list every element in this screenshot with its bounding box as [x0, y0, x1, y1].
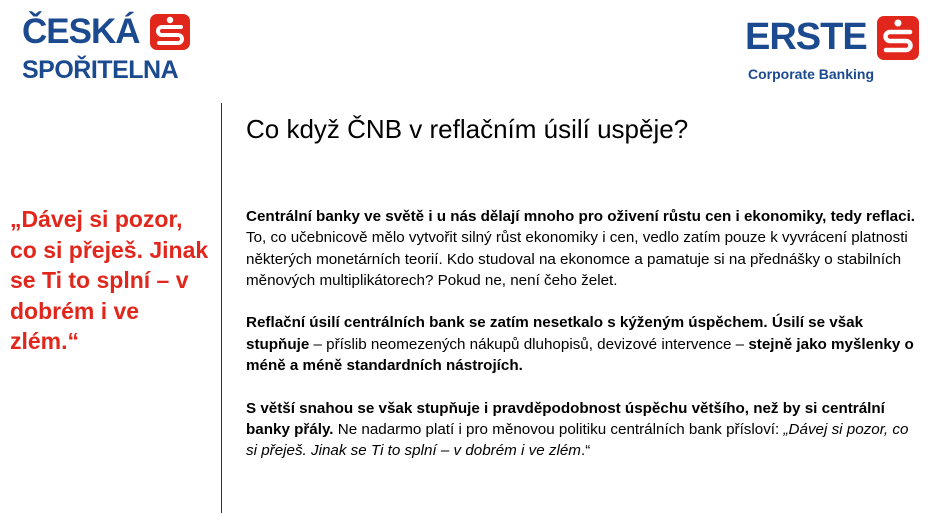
paragraph-2-bold-end: stejně jako myšlenky o méně a méně standardních nástrojích. [246, 335, 914, 375]
erste-logo-name: ERSTE [745, 16, 867, 58]
highlight-quote: „Dávej si pozor, co si přeješ. Jinak se Ti to splní – v dobrém i ve zlém.“ [10, 206, 209, 354]
paragraph-1 [246, 206, 918, 291]
vertical-divider [221, 103, 222, 513]
paragraph-2 [246, 312, 918, 376]
paragraph-3-rest: Ne nadarmo platí i pro měnovou politiku centrálních bank přísloví: [333, 420, 784, 438]
paragraph-1-bold: Centrální banky ve světě i u nás dělají mnoho pro oživení růstu cen i ekonomiky, tedy reflaci. [246, 208, 916, 225]
ceska-sporitelna-logo-line2: SPOŘITELNA [22, 56, 179, 84]
ceska-sporitelna-logo-line1: ČESKÁ [22, 12, 140, 51]
ceska-sporitelna-logo [22, 10, 194, 86]
erste-s-symbol-icon [877, 16, 919, 60]
body-text [246, 206, 918, 483]
sporitelna-s-symbol-icon [150, 14, 190, 50]
paragraph-2-mid: – příslib neomezených nákupů dluhopisů, devizové intervence – [309, 335, 749, 353]
page-title: Co když ČNB v reflačním úsilí uspěje? [246, 114, 689, 144]
paragraph-3 [246, 398, 918, 462]
paragraph-3-bold: S větší snahou se však stupňuje i pravděpodobnost úspěchu většího, než by si centrální banky přály. [246, 399, 885, 438]
erste-logo-subtitle: Corporate Banking [748, 66, 875, 82]
erste-logo [745, 10, 925, 86]
paragraph-1-rest: To, co učebnicově mělo vytvořit silný růst ekonomiky i cen, vedlo zatím pouze k vyvrácení platnosti některých monetárních teorií. Kdo studoval na ekonomce a pamatuje si na přednášky o stabilních měnových multiplikátorech? Pokud ne, není čeho želet. [246, 229, 908, 289]
paragraph-3-end: .“ [580, 442, 591, 460]
paragraph-2-bold-start: Reflační úsilí centrálních bank se zatím nesetkalo s kýženým úspěchem. Úsilí se však stupňuje [246, 314, 864, 353]
paragraph-3-proverb: „Dávej si pozor, co si přeješ. Jinak se Ti to splní – v dobrém i ve zlém [246, 420, 909, 460]
